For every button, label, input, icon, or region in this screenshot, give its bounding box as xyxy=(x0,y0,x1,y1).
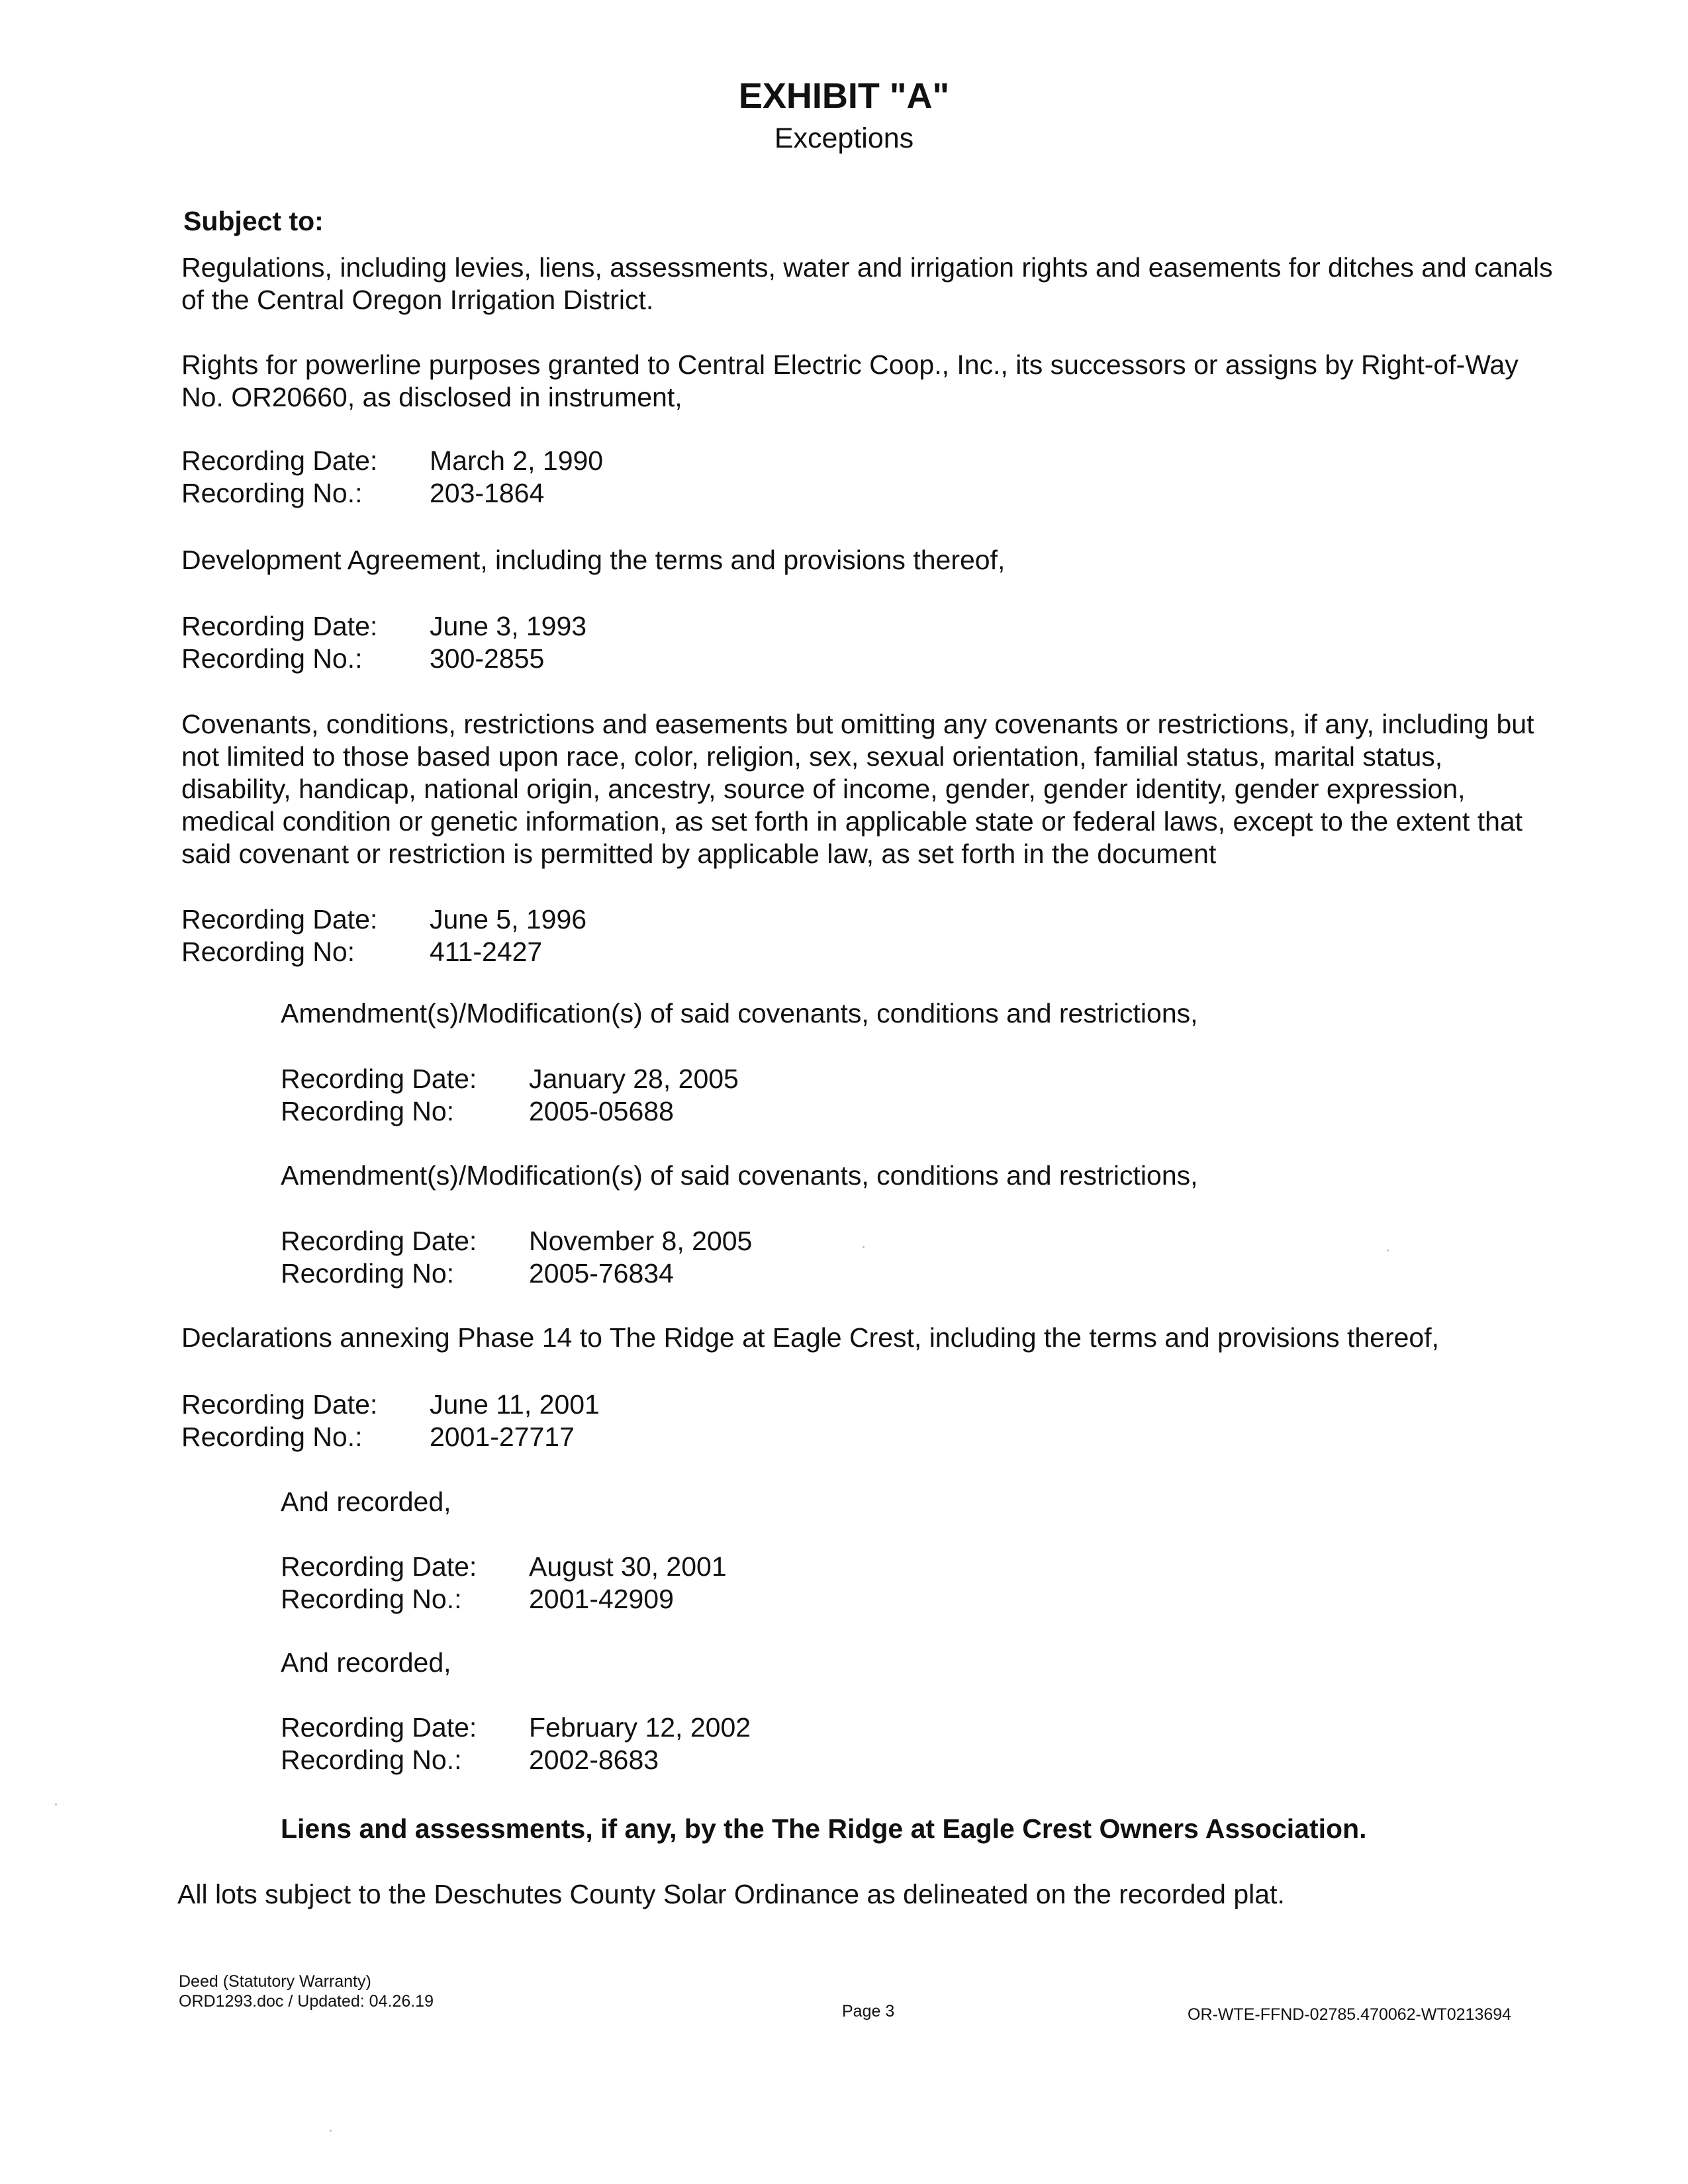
recording-date-value: June 5, 1996 xyxy=(430,904,587,934)
recording-no-value: 411-2427 xyxy=(430,936,543,967)
recording-no-row xyxy=(281,1257,674,1290)
recording-date-row xyxy=(181,903,586,936)
subject-to-heading: Subject to: xyxy=(183,206,324,236)
powerline-line-1: Rights for powerline purposes granted to Central Electric Coop., Inc., its successors or assigns by Right-of-Way xyxy=(181,349,1519,380)
liens-assessments-note: Liens and assessments, if any, by the The Ridge at Eagle Crest Owners Association. xyxy=(281,1813,1367,1844)
recording-no-label: Recording No: xyxy=(281,1096,455,1126)
footer-page-number: Page 3 xyxy=(842,2002,895,2021)
scan-speck xyxy=(863,1246,865,1248)
recording-no-row xyxy=(181,936,542,968)
recording-no-row xyxy=(281,1095,674,1128)
recording-no-label: Recording No.: xyxy=(181,478,363,508)
declarations-annexing: Declarations annexing Phase 14 to The Ridge at Eagle Crest, including the terms and provisions thereof, xyxy=(181,1322,1440,1353)
recording-date-row xyxy=(281,1063,739,1095)
recording-no-row xyxy=(281,1583,674,1615)
recording-no-value: 203-1864 xyxy=(430,478,545,508)
recording-date-label: Recording Date: xyxy=(181,611,378,641)
amendment-note: Amendment(s)/Modification(s) of said covenants, conditions and restrictions, xyxy=(281,1160,1198,1191)
recording-date-label: Recording Date: xyxy=(181,1389,378,1420)
recording-no-row xyxy=(181,477,544,510)
scan-speck xyxy=(330,2130,332,2132)
recording-no-row xyxy=(281,1744,659,1776)
regulations-line-2: of the Central Oregon Irrigation District. xyxy=(181,285,654,315)
recording-no-value: 300-2855 xyxy=(430,643,545,674)
covenants-line-3: disability, handicap, national origin, ancestry, source of income, gender, gender identity, gender expression, xyxy=(181,774,1466,804)
footer-doc-type: Deed (Statutory Warranty) xyxy=(179,1972,371,1991)
recording-no-value: 2001-42909 xyxy=(529,1584,674,1614)
recording-date-value: November 8, 2005 xyxy=(529,1226,753,1256)
recording-no-row xyxy=(181,1421,575,1453)
covenants-line-4: medical condition or genetic information, as set forth in applicable state or federal laws, except to the extent that xyxy=(181,806,1523,837)
recording-date-value: January 28, 2005 xyxy=(529,1064,739,1094)
recording-no-label: Recording No.: xyxy=(181,643,363,674)
and-recorded-note: And recorded, xyxy=(281,1486,451,1517)
recording-no-value: 2005-05688 xyxy=(529,1096,674,1126)
recording-date-label: Recording Date: xyxy=(181,904,378,934)
recording-date-label: Recording Date: xyxy=(281,1064,477,1094)
solar-ordinance-note: All lots subject to the Deschutes County Solar Ordinance as delineated on the recorded plat. xyxy=(177,1879,1285,1909)
recording-no-label: Recording No.: xyxy=(181,1422,363,1452)
development-agreement: Development Agreement, including the terms and provisions thereof, xyxy=(181,545,1006,575)
powerline-line-2: No. OR20660, as disclosed in instrument, xyxy=(181,382,682,412)
recording-date-value: August 30, 2001 xyxy=(529,1551,727,1582)
recording-date-label: Recording Date: xyxy=(281,1712,477,1743)
recording-no-row xyxy=(181,643,544,675)
and-recorded-note: And recorded, xyxy=(281,1647,451,1678)
page-title: EXHIBIT "A" xyxy=(738,76,950,116)
footer-doc-ref: ORD1293.doc / Updated: 04.26.19 xyxy=(179,1992,434,2011)
recording-date-row xyxy=(181,445,603,477)
recording-date-row xyxy=(281,1711,751,1744)
recording-no-label: Recording No.: xyxy=(281,1745,462,1775)
page-subtitle: Exceptions xyxy=(774,122,914,154)
recording-date-label: Recording Date: xyxy=(281,1551,477,1582)
recording-no-value: 2001-27717 xyxy=(430,1422,575,1452)
amendment-note: Amendment(s)/Modification(s) of said covenants, conditions and restrictions, xyxy=(281,998,1198,1028)
regulations-line-1: Regulations, including levies, liens, assessments, water and irrigation rights and easements for ditches and canals xyxy=(181,252,1553,283)
recording-no-label: Recording No.: xyxy=(281,1584,462,1614)
scan-speck xyxy=(55,1803,57,1805)
recording-date-value: March 2, 1990 xyxy=(430,445,604,476)
recording-date-label: Recording Date: xyxy=(181,445,378,476)
covenants-line-1: Covenants, conditions, restrictions and easements but omitting any covenants or restrictions, if any, including but xyxy=(181,709,1534,739)
covenants-line-2: not limited to those based upon race, color, religion, sex, sexual orientation, familial status, marital status, xyxy=(181,741,1443,772)
recording-date-value: June 3, 1993 xyxy=(430,611,587,641)
covenants-line-5: said covenant or restriction is permitted by applicable law, as set forth in the document xyxy=(181,839,1217,869)
recording-date-value: June 11, 2001 xyxy=(430,1389,600,1420)
recording-date-row xyxy=(181,610,586,643)
recording-date-row xyxy=(181,1388,600,1421)
recording-date-label: Recording Date: xyxy=(281,1226,477,1256)
recording-no-label: Recording No: xyxy=(181,936,355,967)
recording-date-value: February 12, 2002 xyxy=(529,1712,751,1743)
recording-date-row xyxy=(281,1551,727,1583)
recording-no-value: 2005-76834 xyxy=(529,1258,674,1289)
recording-no-value: 2002-8683 xyxy=(529,1745,659,1775)
scan-speck xyxy=(1387,1250,1389,1251)
recording-no-label: Recording No: xyxy=(281,1258,455,1289)
footer-file-number: OR-WTE-FFND-02785.470062-WT0213694 xyxy=(1188,2005,1512,2024)
recording-date-row xyxy=(281,1225,752,1257)
